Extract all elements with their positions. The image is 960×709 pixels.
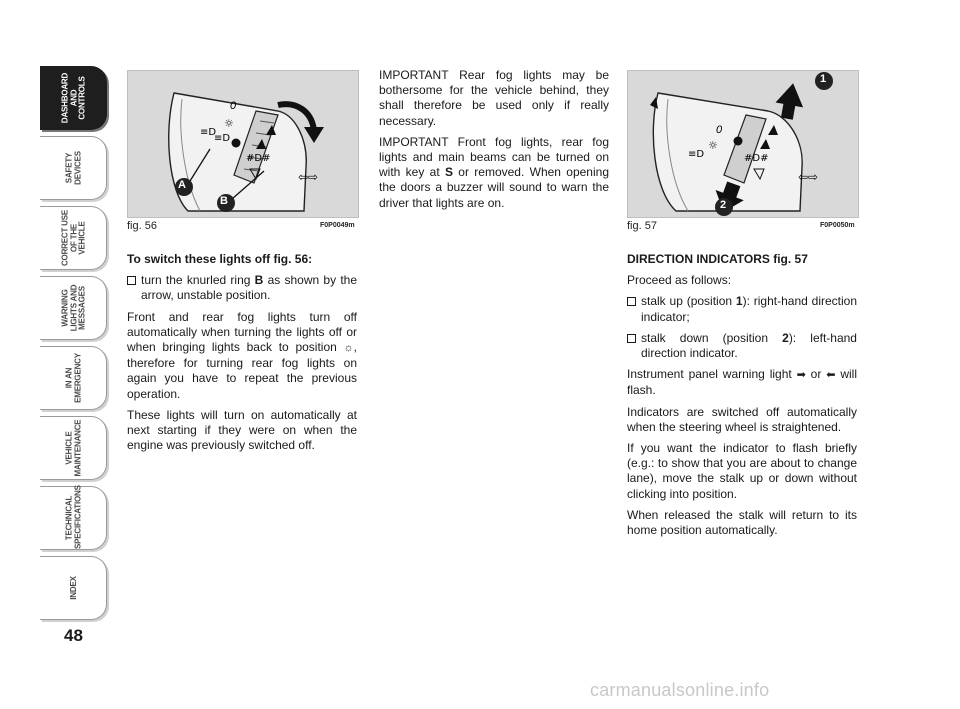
paragraph: If you want the indicator to flash briefly (e.g.: to show that you are about to change lane), move the stalk up or down without clicking into position. [627,441,857,501]
tab-label: INDEX [68,576,78,600]
tab-dashboard-and-controls[interactable] [40,66,107,130]
paragraph [627,367,857,398]
svg-text:0: 0 [716,124,723,136]
text-span: or [805,367,827,382]
bold-ref: S [444,165,453,180]
tab-safety-devices[interactable] [40,136,107,200]
callout-1: 1 [820,73,827,85]
text-span: or removed. When opening the doors a buzzer will sound to warn the driver that lights are on. [379,165,609,210]
paragraph: IMPORTANT Rear fog lights may be bothersome for the vehicle behind, they shall therefore be used only if really necessary. [379,68,609,128]
column-2 [379,68,609,217]
checkbox-bullet-icon [627,334,636,343]
tab-technical-specifications[interactable] [40,486,107,550]
section-heading: To switch these lights off fig. 56: [127,252,313,266]
svg-text:#D#: #D# [744,153,769,164]
paragraph: Indicators are switched off automatically when the steering wheel is straightened. [627,404,857,434]
bullet-item [127,273,357,303]
figure-56-code: F0P0049m [320,222,355,229]
tab-label: CORRECT USE OF THE VEHICLE [60,209,87,267]
checkbox-bullet-icon [127,276,136,285]
paragraph [127,310,357,402]
figure-56-caption: fig. 56 [127,220,157,232]
text-span: stalk up (position [641,294,736,309]
bullet-item [627,294,857,324]
bold-ref: B [254,273,264,288]
text-span: stalk down (position [641,330,783,345]
stalk-illustration-fig57 [628,71,858,217]
tab-in-an-emergency[interactable] [40,346,107,410]
section-heading: DIRECTION INDICATORS fig. 57 [627,252,808,266]
text-span: turn the knurled ring [141,273,255,288]
figure-57-code: F0P0050m [820,222,855,229]
figure-57 [627,70,859,218]
tab-label: TECHNICAL SPECIFICATIONS [64,485,82,549]
figure-57-caption: fig. 57 [627,220,657,232]
callout-2: 2 [720,199,727,211]
callout-a: A [178,179,186,191]
right-arrow-icon: ➡ [796,369,806,382]
text-span: , therefore for turning rear fog lights on again you have to repeat the previous operation. [127,340,357,401]
tab-correct-use[interactable] [40,206,107,270]
paragraph: These lights will turn on automatically at next starting if they were on when the engine was previously switched off. [127,407,357,453]
checkbox-bullet-icon [627,297,636,306]
page-number: 48 [64,626,83,645]
column-3 [627,252,857,544]
callout-b: B [220,195,228,207]
figure-56 [127,70,359,218]
paragraph: Proceed as follows: [627,273,732,288]
text-span: ): left-hand direction indicator. [641,330,857,361]
paragraph: When released the stalk will return to its home position automatically. [627,507,857,538]
tab-warning-lights[interactable] [40,276,107,340]
paragraph [379,135,609,211]
text-span: Instrument panel warning light [627,367,797,382]
svg-text:#D#: #D# [246,153,271,164]
tab-label: IN AN EMERGENCY [64,353,82,403]
svg-text:⇦⇨: ⇦⇨ [298,170,319,184]
text-span: Front and rear fog lights turn off automatically when turning the lights off or when bringing lights back to position [127,309,357,355]
text-span: ): right-hand direction indicator; [641,294,857,324]
svg-text:0: 0 [230,100,237,112]
bullet-item [627,331,857,361]
tab-label: WARNING LIGHTS AND MESSAGES [60,284,87,332]
bold-ref: 1 [735,294,743,309]
watermark: carmanualsonline.info [590,680,770,700]
tab-label: SAFETY DEVICES [64,151,82,185]
tab-vehicle-maintenance[interactable] [40,416,107,480]
stalk-illustration-fig56 [128,71,358,217]
text-span: as shown by the arrow, unstable position. [141,273,357,303]
svg-text:≡D: ≡D [200,127,217,138]
sidelights-icon: ☼ [343,342,354,355]
svg-text:≡D: ≡D [214,133,231,144]
bold-ref: 2 [782,330,789,345]
column-1 [127,252,357,459]
svg-text:≡D: ≡D [688,149,705,160]
text-span: will flash. [627,367,857,398]
left-arrow-icon: ⬅ [826,369,836,382]
svg-text:☼: ☼ [224,117,234,130]
text-span: IMPORTANT Front fog lights, rear fog lights and main beams can be turned on with key at [379,134,609,180]
tab-index[interactable] [40,556,107,620]
svg-text:☼: ☼ [708,139,718,152]
tab-label: VEHICLE MAINTENANCE [64,419,82,477]
svg-text:⇦⇨: ⇦⇨ [798,170,819,184]
tab-label: DASHBOARD AND CONTROLS [60,72,87,124]
